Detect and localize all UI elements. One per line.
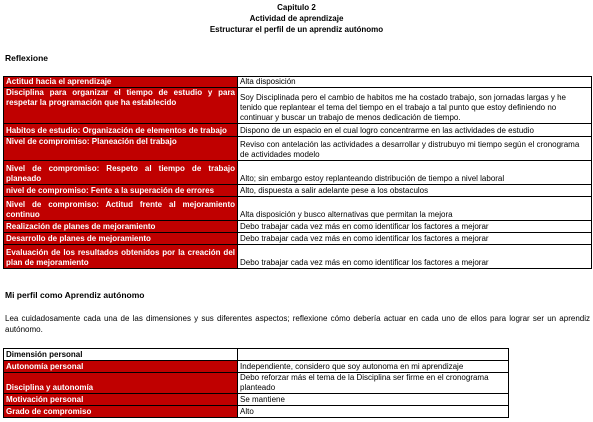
reflexione-table [3,76,592,269]
row-value: Debo trabajar cada vez más en como identificar los factores a mejorar [238,233,592,245]
row-value: Alto, dispuesta a salir adelante pese a los obstaculos [238,185,592,197]
row-label: Motivación personal [4,394,238,406]
row-value: Se mantiene [238,394,509,406]
document-header [0,0,593,35]
table-row [4,373,509,394]
row-value: Debo reforzar más el tema de la Disciplina ser firme en el cronograma planteado [238,373,509,394]
row-value: Soy Disciplinada pero el cambio de habitos me ha costado trabajo, son jornadas largas y he tenido que replantear el tema del tiempo en el trabajo a tal punto que estoy definiendo no continuar y buscar un trabajo de menos dedicación de tiempo. [238,88,592,124]
row-value: Independiente, considero que soy autonoma en mi aprendizaje [238,361,509,373]
row-value: Debo trabajar cada vez más en como identificar los factores a mejorar [238,245,592,269]
row-label: Habitos de estudio: Organización de elementos de trabajo [4,124,238,137]
perfil-title: Mi perfil como Aprendiz autónomo [5,290,145,300]
row-label: Desarrollo de planes de mejoramiento [4,233,238,245]
table-row [4,185,592,197]
row-value: Dispono de un espacio en el cual logro concentrarme en las actividades de estudio [238,124,592,137]
table-row [4,233,592,245]
row-label: Autonomía personal [4,361,238,373]
row-label: Disciplina y autonomía [4,373,238,394]
row-label: Nivel de compromiso: Respeto al tiempo de trabajo planeado [4,161,238,185]
table-row [4,197,592,221]
dimension-personal-table [3,348,509,418]
table-header-row [4,349,509,361]
table-row [4,161,592,185]
row-value: Alto [238,406,509,418]
table-row [4,361,509,373]
row-label: Actitud hacia el aprendizaje [4,77,238,88]
row-label: nivel de compromiso: Fente a la superación de errores [4,185,238,197]
table-row [4,137,592,161]
table-row [4,221,592,233]
table-row [4,88,592,124]
row-value: Alto; sin embargo estoy replanteando distribución de tiempo a nivel laboral [238,161,592,185]
table-row [4,394,509,406]
row-value: Reviso con antelación las actividades a desarrollar y distrubuyo mi tiempo según el cronograma de actividades modelo [238,137,592,161]
row-label: Evaluación de los resultados obtenidos por la creación del plan de mejoramiento [4,245,238,269]
perfil-instructions: Lea cuidadosamente cada una de las dimensiones y sus diferentes aspectos; reflexione cómo debería actuar en cada uno de ellos para lograr ser un aprendiz autónomo. [5,314,590,334]
row-label: Disciplina para organizar el tiempo de estudio y para respetar la programación que ha establecido [4,88,238,124]
row-label: Realización de planes de mejoramiento [4,221,238,233]
table-row [4,124,592,137]
row-value: Alta disposición y busco alternativas que permitan la mejora [238,197,592,221]
table-row [4,245,592,269]
row-value: Alta disposición [238,77,592,88]
row-label: Nivel de compromiso: Actitud frente al mejoramiento continuo [4,197,238,221]
table-row [4,77,592,88]
table-row [4,406,509,418]
activity-subtitle: Estructurar el perfil de un aprendiz autónomo [209,25,384,34]
dimension-header-empty [238,349,509,361]
chapter-title: Capitulo 2 [277,3,316,12]
activity-title: Actividad de aprendizaje [249,14,344,23]
reflexione-title: Reflexione [5,53,48,63]
row-label: Nivel de compromiso: Planeación del trabajo [4,137,238,161]
row-value: Debo trabajar cada vez más en como identificar los factores a mejorar [238,221,592,233]
dimension-header: Dimensión personal [4,349,238,361]
row-label: Grado de compromiso [4,406,238,418]
